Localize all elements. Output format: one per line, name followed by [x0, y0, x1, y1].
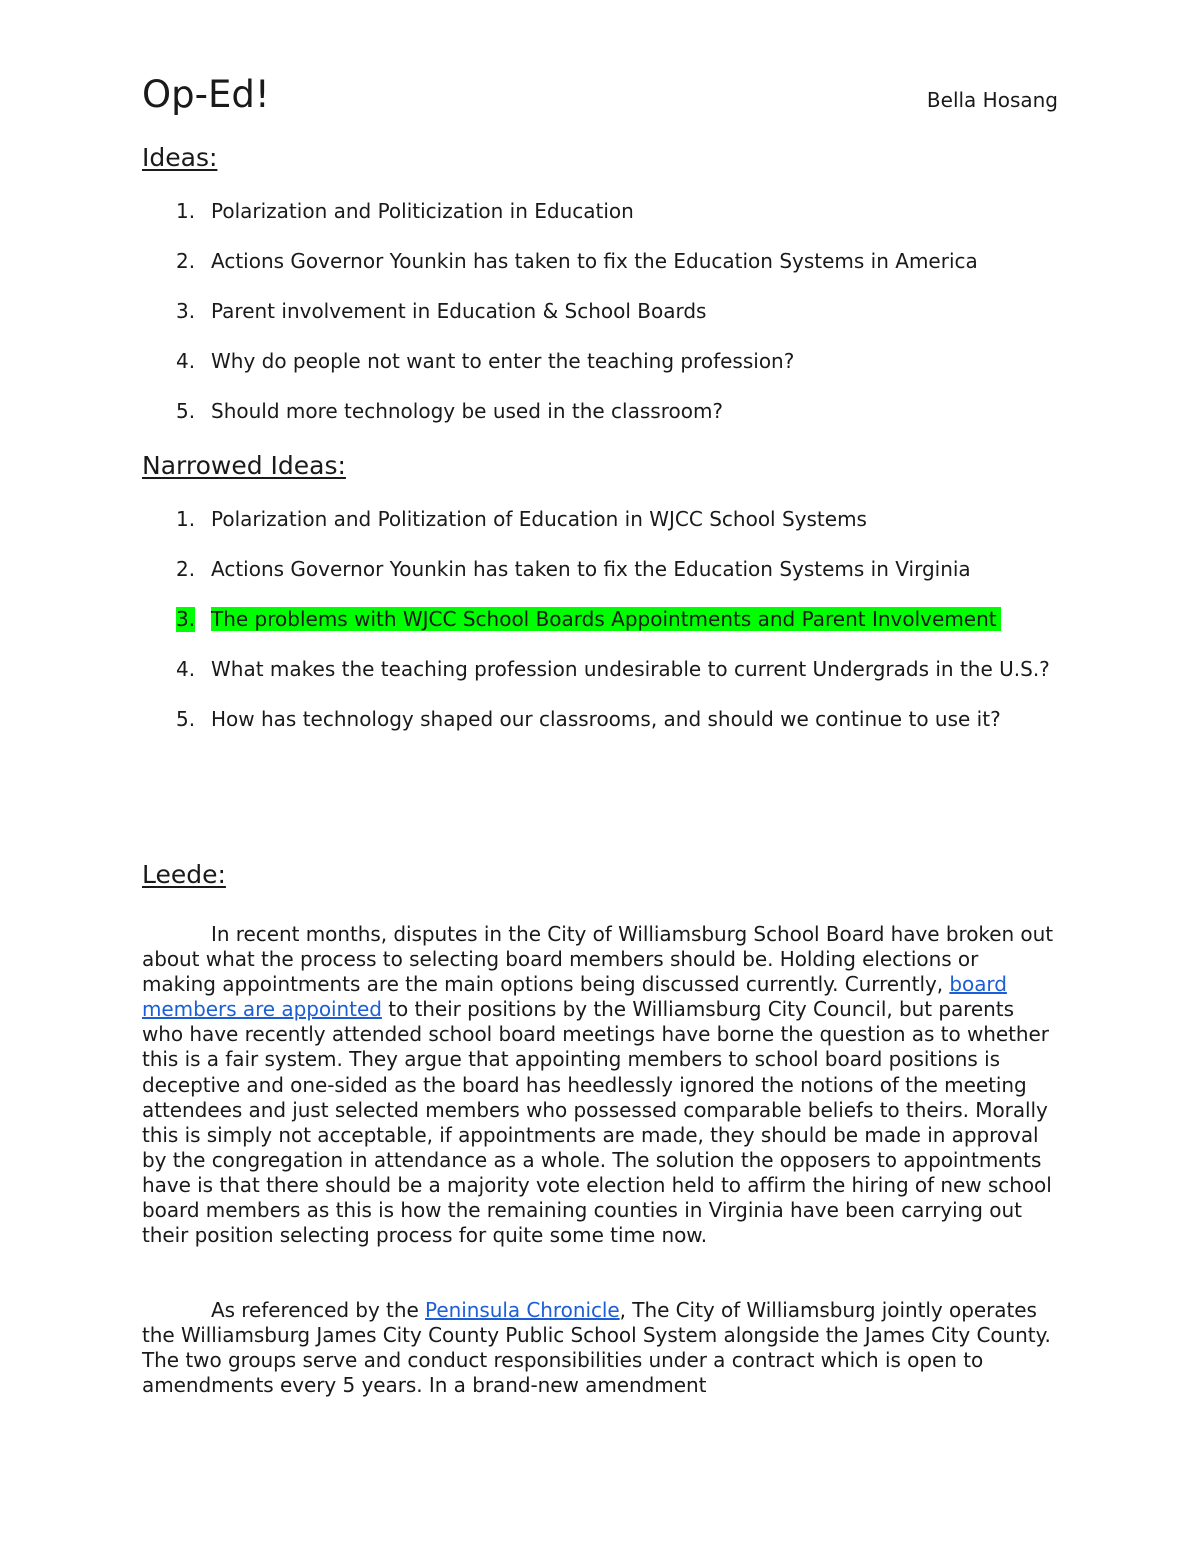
list-item-text: Actions Governor Younkin has taken to fix the Education Systems in America — [211, 249, 978, 273]
board-members-link[interactable]: board members are appointed — [142, 972, 1007, 1022]
peninsula-chronicle-link[interactable]: Peninsula Chronicle — [425, 1298, 620, 1322]
list-item-text: What makes the teaching profession undesirable to current Undergrads in the U.S.? — [211, 657, 1050, 681]
highlighted-text: The problems with WJCC School Boards Appointments and Parent Involvement — [211, 607, 1001, 631]
leede-heading: Leede: — [142, 860, 226, 889]
highlighted-list-item — [142, 607, 1058, 632]
list-number: 4. — [176, 657, 196, 681]
narrowed-ideas-heading: Narrowed Ideas: — [142, 451, 346, 480]
list-number: 5. — [176, 707, 196, 731]
list-number: 1. — [176, 199, 196, 223]
leede-paragraph-1 — [142, 922, 1058, 1248]
list-number: 2. — [176, 249, 196, 273]
list-item — [142, 399, 1058, 424]
list-item — [142, 249, 1058, 274]
title-row — [142, 72, 1058, 122]
paragraph-text: As referenced by the — [211, 1298, 426, 1322]
ideas-list — [142, 199, 1058, 424]
list-item — [142, 199, 1058, 224]
list-item — [142, 349, 1058, 374]
list-item-text: Parent involvement in Education & School Boards — [211, 299, 707, 323]
leede-paragraph-2 — [142, 1298, 1058, 1398]
list-number: 1. — [176, 507, 196, 531]
list-item-text: Polarization and Politicization in Education — [211, 199, 634, 223]
list-number: 5. — [176, 399, 196, 423]
list-number: 2. — [176, 557, 196, 581]
list-number: 4. — [176, 349, 196, 373]
list-item — [142, 507, 1058, 532]
paragraph-text: to their positions by the Williamsburg City Council, but parents who have recently attended school board meetings have borne the question as to whether this is a fair system. They argue that appointing members to school board positions is deceptive and one-sided as the board has heedlessly ignored the notions of the meeting attendees and just selected members who possessed comparable beliefs to theirs. Morally this is simply not acceptable, if appointments are made, they should be made in approval by the congregation in attendance as a whole. The solution the opposers to appointments have is that there should be a majority vote election held to affirm the hiring of new school board members as this is how the remaining counties in Virginia have been carrying out their position selecting process for quite some time now. — [142, 997, 1052, 1248]
list-item — [142, 707, 1058, 732]
list-number: 3. — [176, 299, 196, 323]
list-item — [142, 557, 1058, 582]
list-item — [142, 657, 1058, 682]
document-title: Op-Ed! — [142, 73, 270, 116]
author-name: Bella Hosang — [926, 88, 1058, 112]
list-item-text: Should more technology be used in the classroom? — [211, 399, 724, 423]
paragraph-text: In recent months, disputes in the City of Williamsburg School Board have broken out about what the process to selecting board members should be. Holding elections or making appointments are the main options being discussed currently. Currently, — [142, 922, 1054, 997]
ideas-heading: Ideas: — [142, 143, 218, 172]
paragraph-text: , The City of Williamsburg jointly operates the Williamsburg James City County Public School System alongside the James City County. The two groups serve and conduct responsibilities under a contract which is open to amendments every 5 years. In a brand-new amendment — [142, 1298, 1051, 1398]
list-item-text: How has technology shaped our classrooms, and should we continue to use it? — [211, 707, 1001, 731]
narrowed-ideas-list — [142, 507, 1058, 732]
list-item-text: Why do people not want to enter the teaching profession? — [211, 349, 795, 373]
list-item-text: Actions Governor Younkin has taken to fix the Education Systems in Virginia — [211, 557, 971, 581]
list-number: 3. — [176, 607, 196, 631]
list-item-text: Polarization and Politization of Education in WJCC School Systems — [211, 507, 867, 531]
list-item — [142, 299, 1058, 324]
